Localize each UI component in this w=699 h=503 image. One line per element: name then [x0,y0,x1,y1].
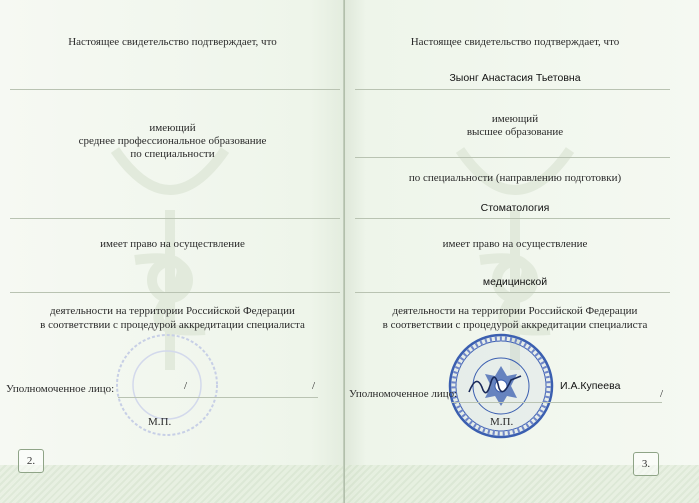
right-page [345,0,699,503]
authorized-label: Уполномоченное лицо: [6,383,115,395]
activity-line [355,292,670,293]
signature-line [452,402,662,403]
right-to-text: имеет право на осуществление [100,238,245,250]
specialty-direction-text: по специальности (направлению подготовки) [408,172,622,184]
education-line [355,157,670,158]
bottom-ornament [0,465,345,503]
signature-mark [465,368,525,402]
activity-text: деятельности на территории Российской Федерации [392,305,638,317]
mp-label: М.П. [148,416,172,428]
page-number-right: 3. [633,452,659,476]
certifies-text: Настоящее свидетельство подтверждает, что [68,36,277,48]
activity-text: деятельности на территории Российской Федерации [50,305,295,317]
specialty-line [355,218,670,219]
slash-1: / [184,380,188,392]
mp-label: М.П. [490,416,514,428]
procedure-text: в соответствии с процедурой аккредитации специалиста [382,319,648,331]
right-to-text: имеет право на осуществление [442,238,588,250]
name-line [355,89,670,90]
specialty-value: Стоматология [480,202,550,214]
having-text: имеющий [491,113,539,125]
page-number-left: 2. [18,449,44,473]
activity-type: медицинской [482,276,548,288]
slash: / [660,388,664,400]
education-text: среднее профессиональное образование [78,135,267,147]
having-text: имеющий [149,122,196,134]
specialty-text: по специальности [130,148,215,160]
holder-name: Зыонг Анастасия Тьетовна [449,72,581,84]
certifies-text: Настоящее свидетельство подтверждает, что [410,36,620,48]
name-line [10,89,340,90]
procedure-text: в соответствии с процедурой аккредитации специалиста [40,319,305,331]
education-text: высшее образование [466,126,564,138]
signer-name: И.А.Купеева [560,380,621,392]
authorized-label: Уполномоченное лицо: [349,388,458,400]
left-page [0,0,345,503]
activity-line [10,292,340,293]
signature-line [118,397,318,398]
slash-2: / [312,380,316,392]
specialty-line [10,218,340,219]
